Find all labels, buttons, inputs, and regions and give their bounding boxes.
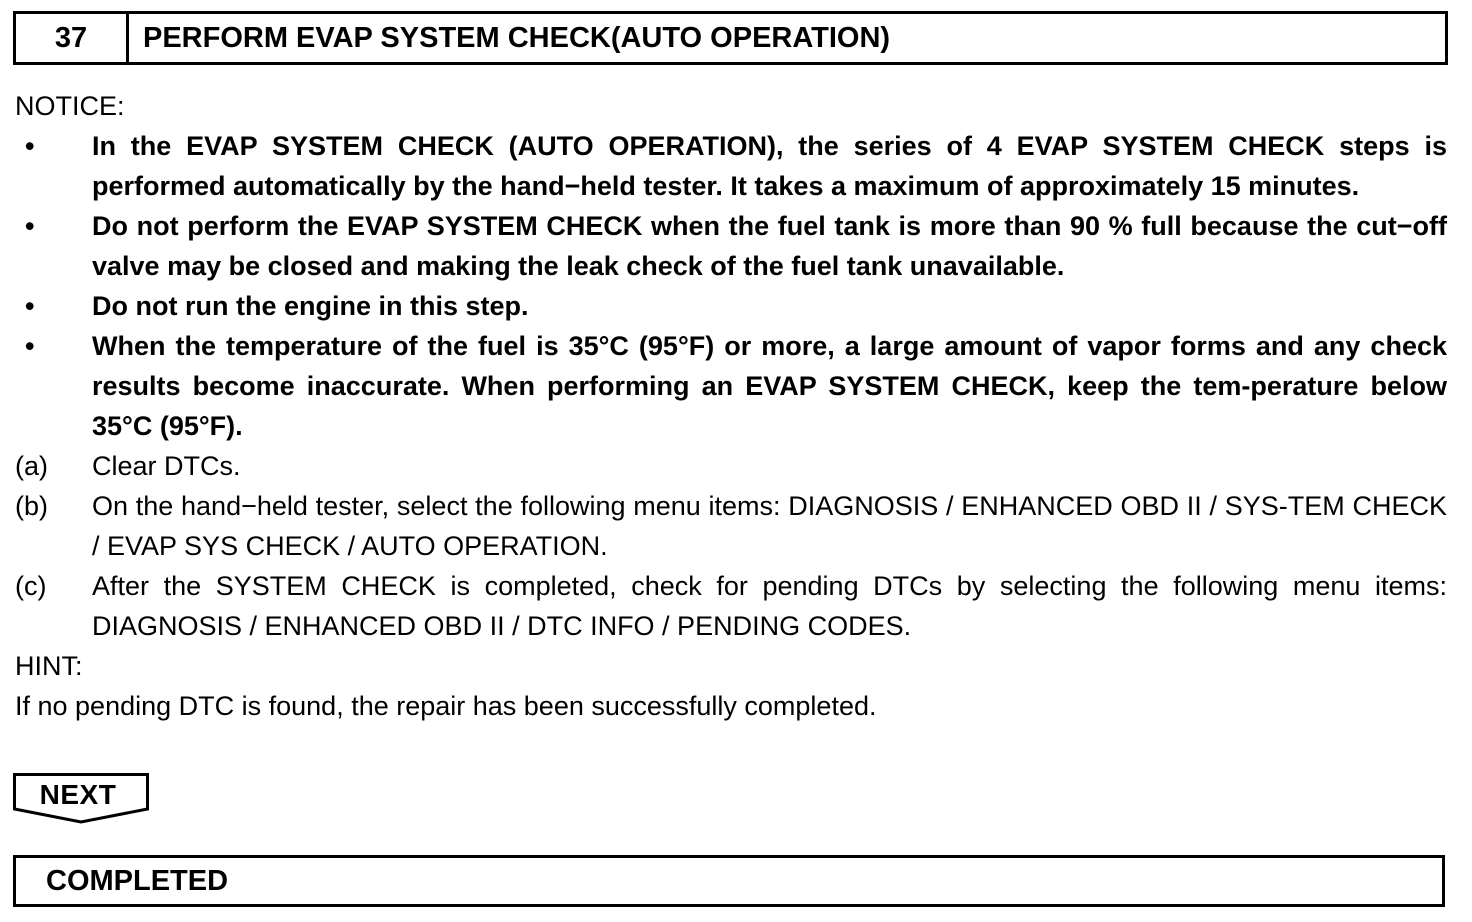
step-marker: (c) [15,571,47,601]
notice-item-text: Do not perform the EVAP SYSTEM CHECK when the fuel tank is more than 90 % full because the cut−off valve may be closed and making the leak check of the fuel tank unavailable. [92,211,1447,281]
notice-item-text: When the temperature of the fuel is 35°C (95°F) or more, a large amount of vapor forms and any check results become inaccurate. When performing an EVAP SYSTEM CHECK, keep the tem-perature below 35°C (95°F). [92,331,1447,441]
step-text: After the SYSTEM CHECK is completed, check for pending DTCs by selecting the following menu items: DIAGNOSIS / ENHANCED OBD II / DTC INFO / PENDING CODES. [92,571,1447,641]
bullet-icon: • [25,331,35,361]
step-marker: (a) [15,451,48,481]
bullet-icon: • [25,291,35,321]
completed-label: COMPLETED [46,864,229,897]
next-label: NEXT [39,779,117,810]
bullet-icon: • [25,211,35,241]
step-marker: (b) [15,491,48,521]
completed-box [13,855,1445,907]
step-title: PERFORM EVAP SYSTEM CHECK(AUTO OPERATION) [143,21,891,54]
notice-item [15,326,1447,446]
hint-label: HINT: [15,651,83,681]
procedure-step [15,566,1447,646]
notice-label: NOTICE: [15,91,125,121]
procedure-content [15,86,1447,726]
procedure-step [15,486,1447,566]
procedure-step [15,446,1447,486]
notice-item-text: In the EVAP SYSTEM CHECK (AUTO OPERATION), the series of 4 EVAP SYSTEM CHECK steps is performed automatically by the hand−held tester. It takes a maximum of approximately 15 minutes. [92,131,1447,201]
notice-item [15,126,1447,206]
step-header [13,11,1448,65]
notice-item [15,286,1447,326]
notice-item [15,206,1447,286]
bullet-icon: • [25,131,35,161]
step-number: 37 [16,14,129,62]
hint-text: If no pending DTC is found, the repair has been successfully completed. [15,691,877,721]
next-button[interactable] [13,773,149,825]
notice-item-text: Do not run the engine in this step. [92,291,529,321]
step-text: Clear DTCs. [92,451,241,481]
step-text: On the hand−held tester, select the following menu items: DIAGNOSIS / ENHANCED OBD II / SYS-TEM CHECK / EVAP SYS CHECK / AUTO OPERATION. [92,491,1447,561]
